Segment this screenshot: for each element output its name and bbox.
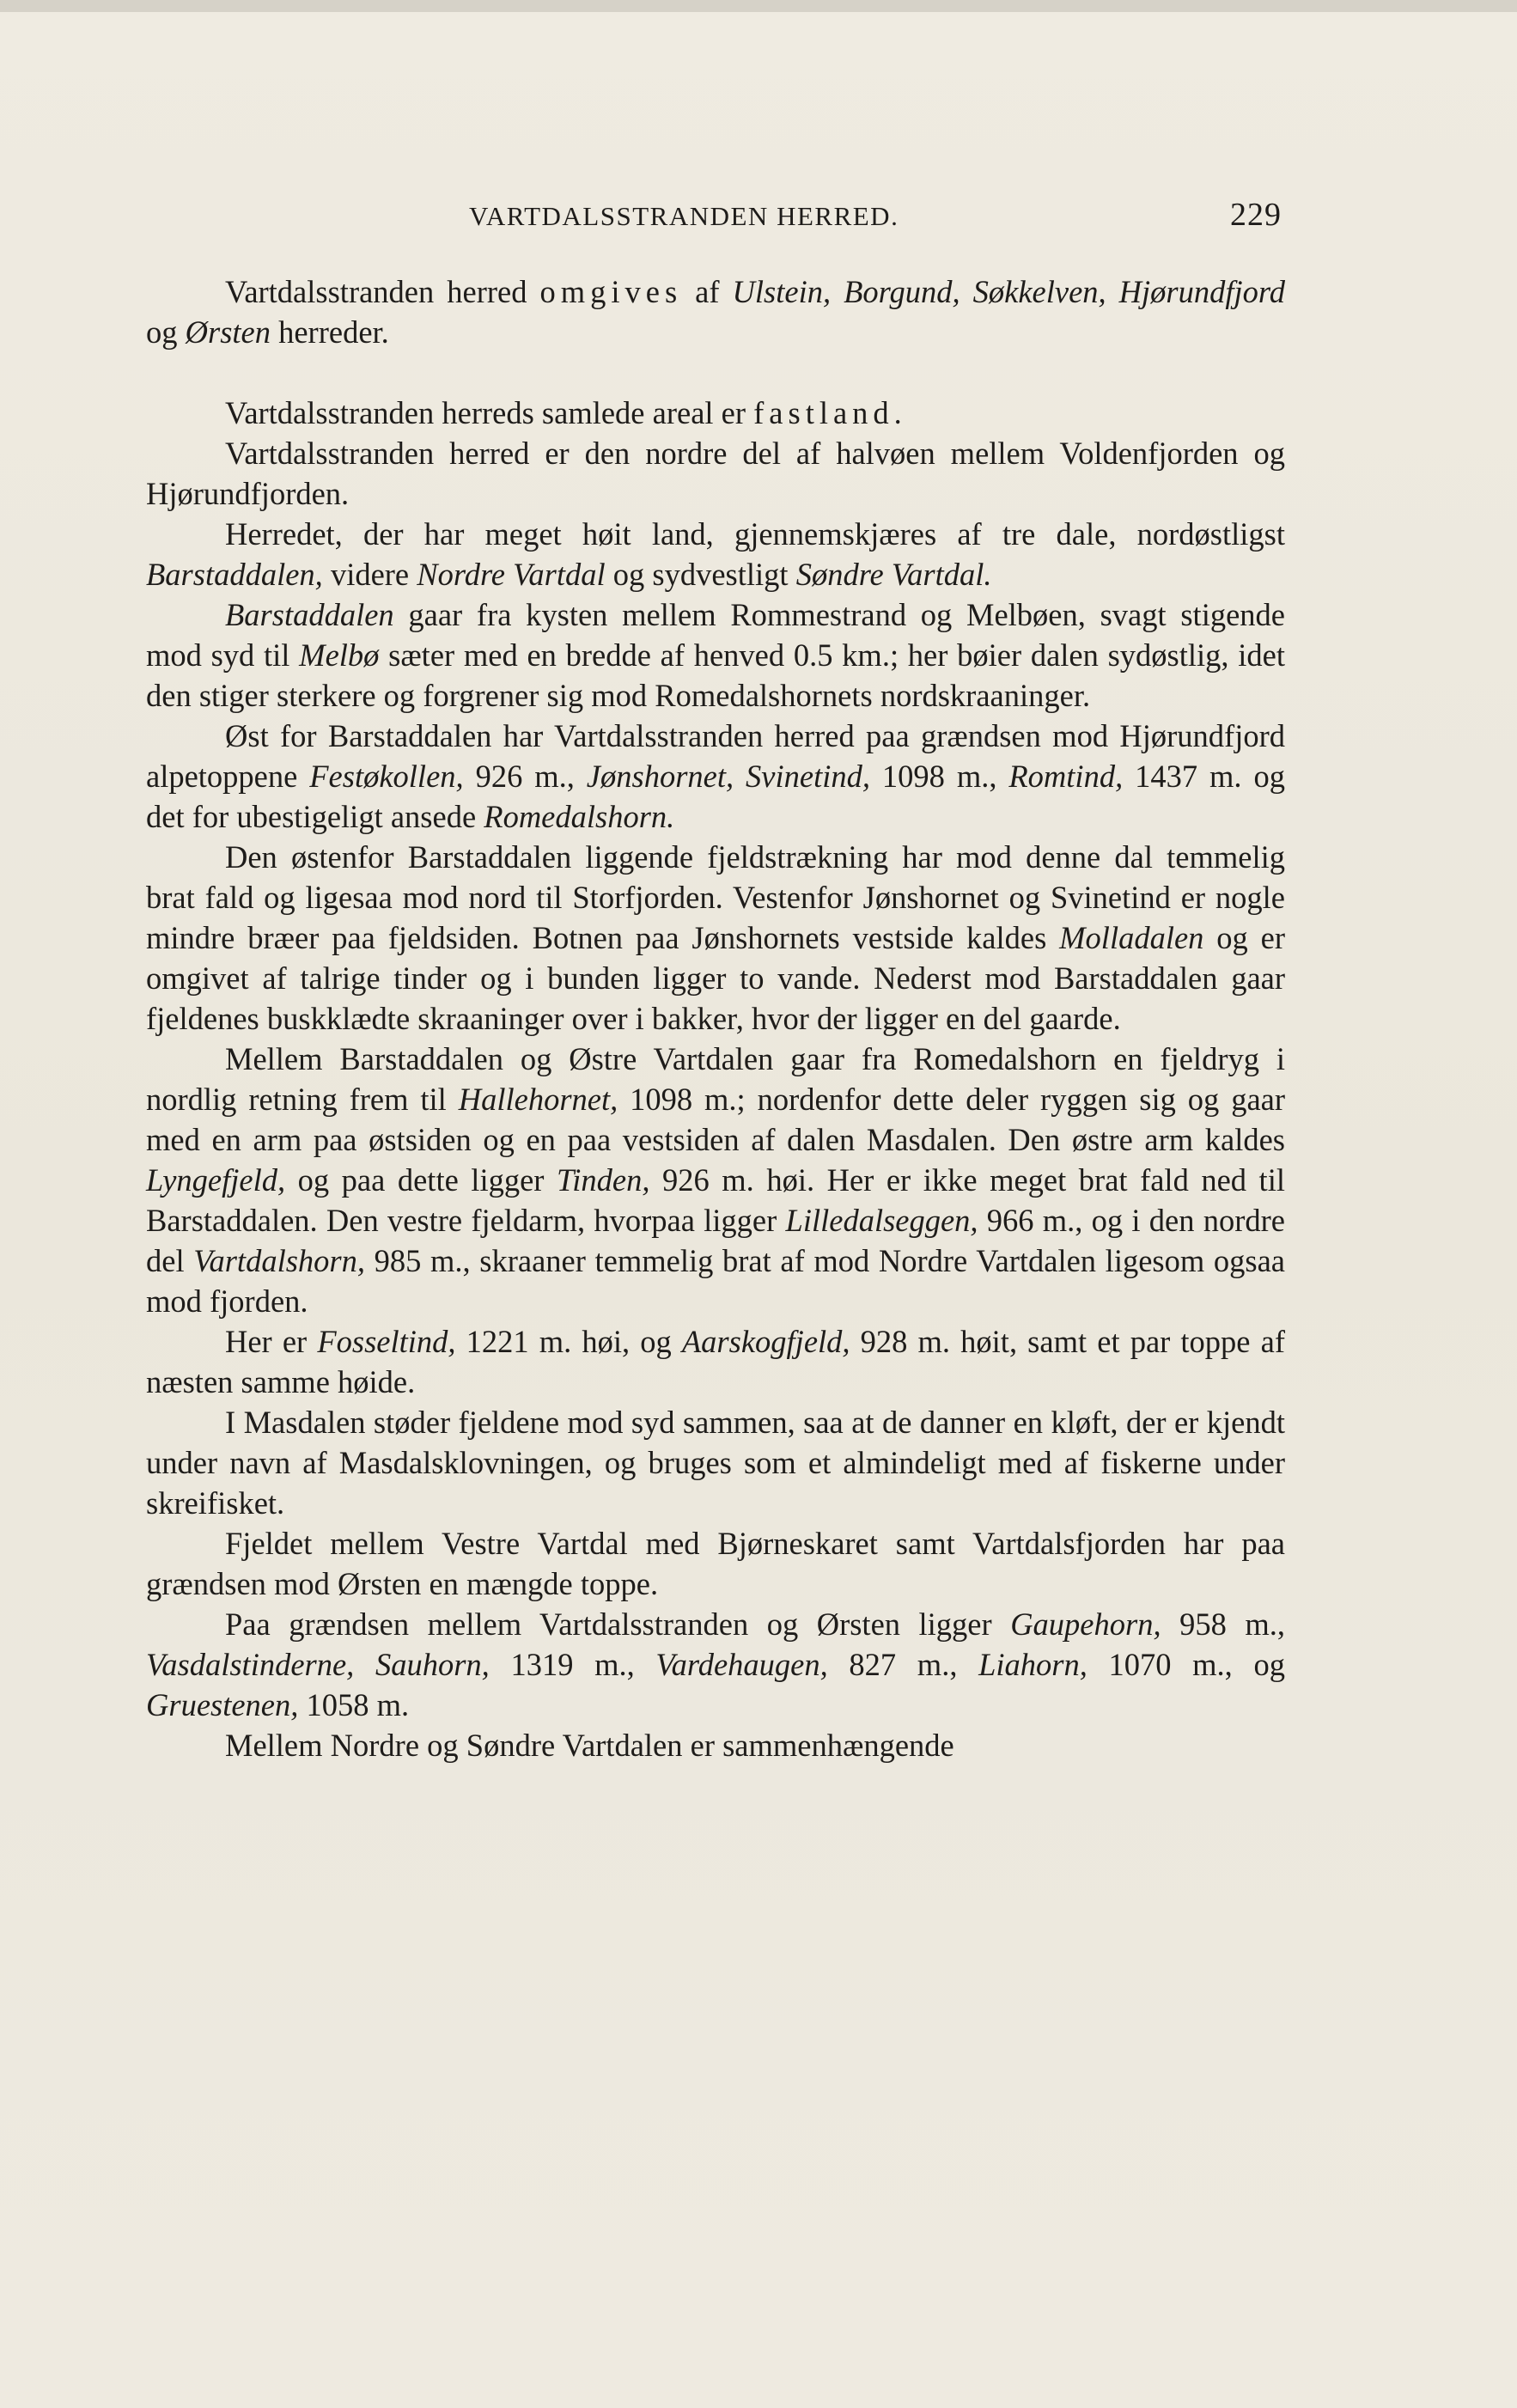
paragraph — [146, 433, 1285, 514]
text-segment: sæter med en bredde af henved 0.5 km.; her bøier dalen sydøstlig, idet den stiger sterkere og forgrener sig mod Romedalshornets nordskraaninger. — [146, 637, 1285, 713]
paragraph — [146, 271, 1285, 352]
italic-text: Fosseltind, — [317, 1324, 456, 1359]
text-segment: 1098 m., — [870, 759, 1009, 794]
paragraph — [146, 837, 1285, 1039]
text-segment: Vartdalsstranden herred — [225, 274, 540, 309]
spaced-text: omgives — [539, 274, 683, 309]
text-segment: Mellem Barstaddalen og Østre Vartdalen gaar fra Romedalshorn en fjeldryg i nordlig retning frem til — [146, 1041, 1285, 1117]
page-header — [161, 196, 1282, 239]
text-segment: Den østenfor Barstaddalen liggende fjeldstrækning har mod denne dal temmelig brat fald og ligesaa mod nord til Storfjorden. Vestenfor Jønshornet og Svinetind er nogle mindre bræer paa fjeldsiden. Botnen paa Jønshornets vestside kaldes — [146, 839, 1285, 955]
italic-text: Hallehornet, — [458, 1082, 618, 1117]
italic-text: Gruestenen, — [146, 1687, 299, 1722]
text-segment: 966 m., og i den nordre del — [146, 1203, 1285, 1278]
page-number: 229 — [1230, 197, 1282, 233]
text-segment: videre — [322, 557, 417, 592]
paragraph — [146, 594, 1285, 716]
italic-text: Liahorn, — [978, 1647, 1087, 1682]
italic-text: Romtind, — [1008, 759, 1124, 794]
italic-text: Vasdalstinderne, Sauhorn, — [146, 1647, 490, 1682]
text-segment: og paa dette ligger — [285, 1162, 557, 1198]
text-segment: 1058 m. — [298, 1687, 410, 1722]
italic-text: Ulstein, Borgund, Søkkelven, Hjørundfjord — [732, 274, 1286, 309]
italic-text: Aarskogfjeld, — [681, 1324, 850, 1359]
italic-text: Barstaddalen — [225, 597, 394, 632]
italic-text: Nordre Vartdal — [417, 557, 606, 592]
italic-text: Vartdalshorn, — [193, 1243, 365, 1278]
text-segment: 1319 m., — [489, 1647, 656, 1682]
text-segment: og — [146, 314, 186, 350]
italic-text: Lilledalseggen, — [785, 1203, 978, 1238]
text-segment: 827 m., — [827, 1647, 979, 1682]
text-segment: 1070 m., og — [1087, 1647, 1285, 1682]
text-segment: Her er — [225, 1324, 318, 1359]
text-segment: 1098 m.; nordenfor dette deler ryggen sig og gaar med en arm paa østsiden og en paa vestsiden af dalen Masdalen. Den østre arm kaldes — [146, 1082, 1285, 1157]
text-segment: 985 m., skraaner temmelig brat af mod Nordre Vartdalen ligesom ogsaa mod fjorden. — [146, 1243, 1285, 1319]
text-segment: Paa grændsen mellem Vartdalsstranden og Ørsten ligger — [225, 1606, 1011, 1642]
text-segment: Fjeldet mellem Vestre Vartdal med Bjørneskaret samt Vartdalsfjorden har paa grændsen mod Ørsten en mængde toppe. — [146, 1526, 1285, 1601]
italic-text: Melbø — [299, 637, 380, 673]
italic-text: Barstaddalen, — [146, 557, 323, 592]
paragraph — [146, 716, 1285, 837]
italic-text: Tinden, — [556, 1162, 650, 1198]
text-segment: 1221 m. høi, og — [455, 1324, 682, 1359]
italic-text: Søndre Vartdal. — [795, 557, 992, 592]
text-segment: af — [682, 274, 733, 309]
italic-text: Festøkollen, — [309, 759, 464, 794]
text-segment: I Masdalen støder fjeldene mod syd sammen, saa at de danner en kløft, der er kjendt under navn af Masdalsklovningen, og bruges som et almindeligt med af fiskerne under skreifisket. — [146, 1405, 1285, 1521]
text-segment: 926 m., — [463, 759, 587, 794]
paragraph — [146, 1039, 1285, 1321]
paragraph — [146, 1402, 1285, 1523]
running-head: VARTDALSSTRANDEN HERRED. — [469, 201, 899, 231]
text-segment: 926 m. høi. Her er ikke meget brat fald ned til Barstaddalen. Den vestre fjeldarm, hvorpaa ligger — [146, 1162, 1285, 1238]
text-segment: 958 m., — [1161, 1606, 1285, 1642]
text-segment: gaar fra kysten mellem Rommestrand og Melbøen, svagt stigende mod syd til — [146, 597, 1285, 673]
text-segment: 928 m. høit, samt et par toppe af næsten samme høide. — [146, 1324, 1285, 1399]
paragraph — [146, 1604, 1285, 1725]
italic-text: Jønshornet, Svinetind, — [586, 759, 870, 794]
paragraph — [146, 393, 1285, 433]
italic-text: Romedalshorn. — [484, 799, 675, 834]
text-segment: 1437 m. og det for ubestigeligt ansede — [146, 759, 1285, 834]
italic-text: Molladalen — [1059, 920, 1204, 955]
paragraph — [146, 514, 1285, 594]
body-text — [146, 271, 1285, 1765]
paragraph — [146, 1725, 1285, 1765]
text-segment: Mellem Nordre og Søndre Vartdalen er sammenhængende — [225, 1728, 954, 1763]
paragraph — [146, 1321, 1285, 1402]
text-segment: Vartdalsstranden herred er den nordre del af halvøen mellem Voldenfjorden og Hjørundfjorden. — [146, 436, 1285, 511]
paragraph — [146, 1523, 1285, 1604]
text-segment: Øst for Barstaddalen har Vartdalsstranden herred paa grændsen mod Hjørundfjord alpetoppene — [146, 718, 1285, 794]
italic-text: Gaupehorn, — [1010, 1606, 1161, 1642]
text-segment: Herredet, der har meget høit land, gjennemskjæres af tre dale, nordøstligst — [225, 516, 1285, 552]
text-segment: herreder. — [270, 314, 389, 350]
italic-text: Lyngefjeld, — [146, 1162, 286, 1198]
text-segment: Vartdalsstranden herreds samlede areal er — [225, 395, 754, 430]
italic-text: Vardehaugen, — [655, 1647, 828, 1682]
spaced-text: fastland. — [753, 395, 907, 430]
italic-text: Ørsten — [185, 314, 271, 350]
text-segment: og sydvestligt — [605, 557, 796, 592]
text-segment: og er omgivet af talrige tinder og i bunden ligger to vande. Nederst mod Barstaddalen gaar fjeldenes buskklædte skraaninger over i bakker, hvor der ligger en del gaarde. — [146, 920, 1285, 1036]
page-top-edge — [0, 0, 1517, 12]
